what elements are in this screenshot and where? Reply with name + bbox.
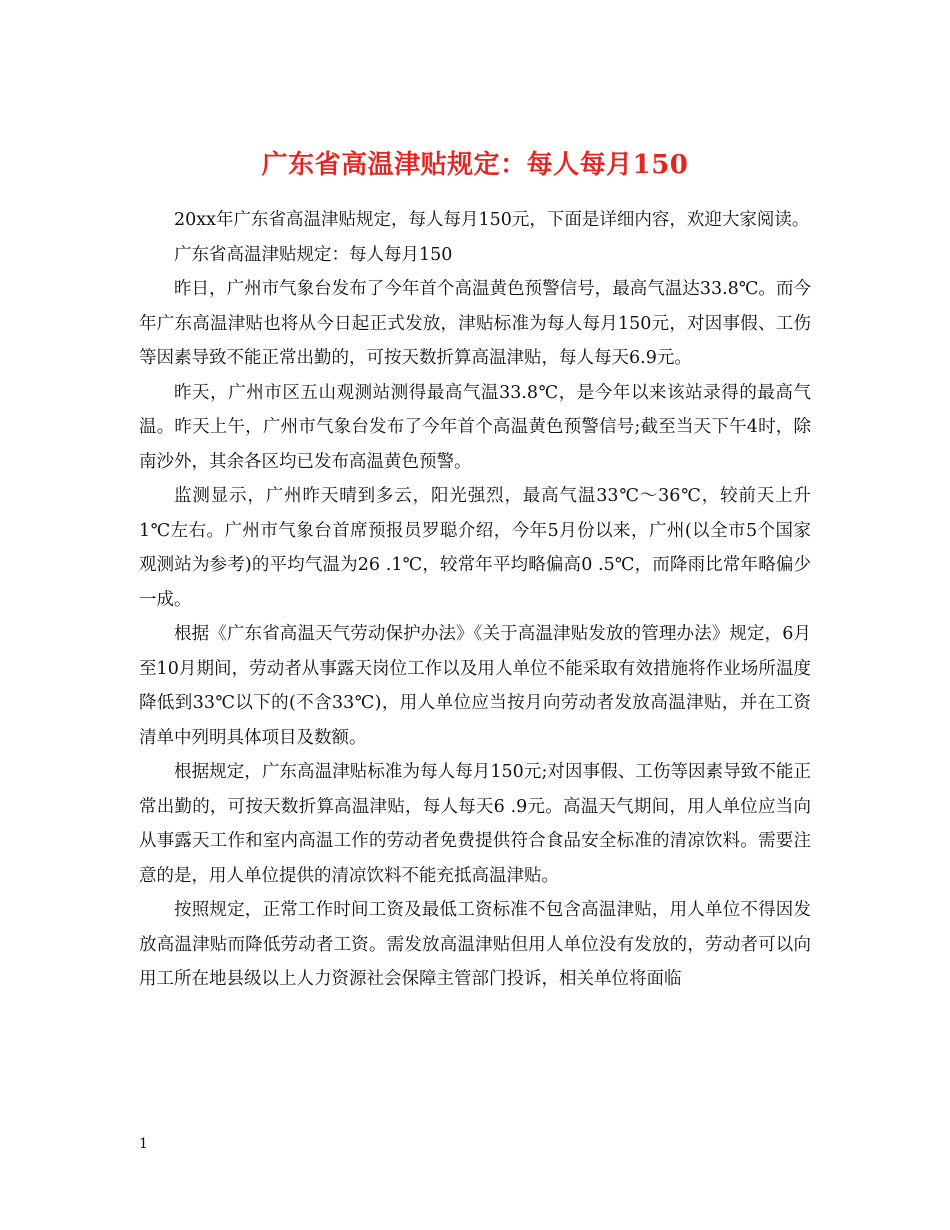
paragraph-temperature: 昨天，广州市区五山观测站测得最高气温33.8℃，是今年以来该站录得的最高气温。昨天上午，广州市气象台发布了今年首个高温黄色预警信号;截至当天下午4时，除南沙外，其余各区均已发布高温黄色预警。 — [139, 382, 811, 472]
paragraph-warning: 昨日，广州市气象台发布了今年首个高温黄色预警信号，最高气温达33.8℃。而今年广东高温津贴也将从今日起正式发放，津贴标准为每人每月150元，对因事假、工伤等因素导致不能正常出勤的，可按天数折算高温津贴，每人每天6.9元。 — [139, 279, 811, 368]
paragraph-intro: 20xx年广东省高温津贴规定，每人每月150元，下面是详细内容，欢迎大家阅读。 — [174, 210, 810, 230]
document-title: 广东省高温津贴规定：每人每月150 — [261, 150, 689, 181]
paragraph-standard: 根据规定，广东高温津贴标准为每人每月150元;对因事假、工伤等因素导致不能正常出勤的，可按天数折算高温津贴，每人每天6 .9元。高温天气期间，用人单位应当向从事露天工作和室内高温工作的劳动者免费提供符合食品安全标准的清凉饮料。需要注意的是，用人单位提供的清凉饮料不能充抵高温津贴。 — [139, 762, 811, 886]
paragraph-monitoring: 监测显示，广州昨天晴到多云，阳光强烈，最高气温33℃～36℃，较前天上升1℃左右。广州市气象台首席预报员罗聪介绍，今年5月份以来，广州(以全市5个国家观测站为参考)的平均气温为26 .1℃，较常年平均略偏高0 .5℃，而降雨比常年略偏少一成。 — [139, 486, 811, 610]
page-number: 1 — [139, 1136, 148, 1152]
paragraph-subtitle: 广东省高温津贴规定：每人每月150 — [174, 244, 453, 265]
paragraph-wages: 按照规定，正常工作时间工资及最低工资标准不包含高温津贴，用人单位不得因发放高温津贴而降低劳动者工资。需发放高温津贴但用人单位没有发放的，劳动者可以向用工所在地县级以上人力资源社会保障主管部门投诉，相关单位将面临 — [139, 900, 811, 989]
paragraph-regulation: 根据《广东省高温天气劳动保护办法》《关于高温津贴发放的管理办法》规定，6月至10月期间，劳动者从事露天岗位工作以及用人单位不能采取有效措施将作业场所温度降低到33℃以下的(不含33℃)，用人单位应当按月向劳动者发放高温津贴，并在工资清单中列明具体项目及数额。 — [139, 624, 811, 748]
document-body — [139, 203, 811, 997]
